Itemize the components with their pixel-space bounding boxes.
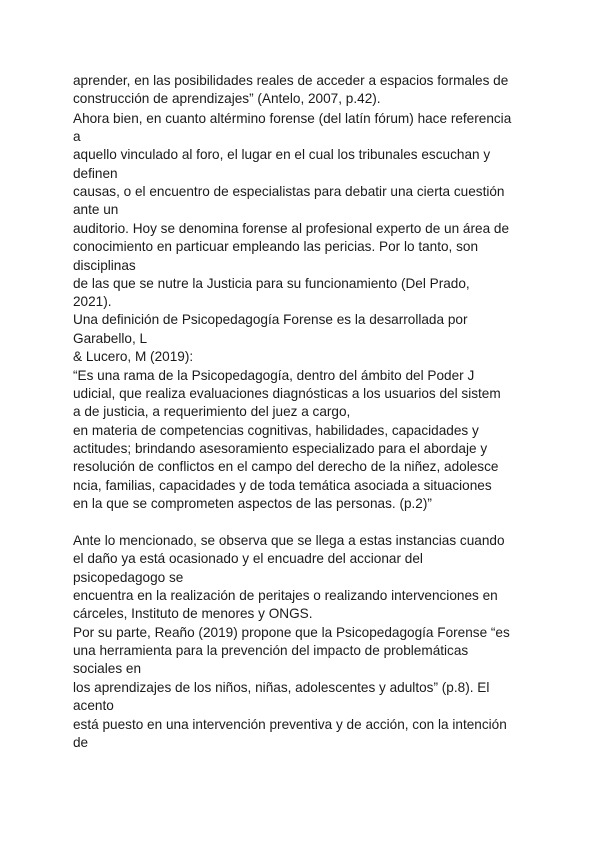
text-line: en materia de competencias cognitivas, habilidades, capacidades y [73,423,479,438]
text-line: ncia, familias, capacidades y de toda temática asociada a situaciones [73,478,492,493]
text-line: Garabello, L [73,331,148,346]
text-line: a [73,129,81,144]
text-line: una herramienta para la prevención del impacto de problemáticas [73,643,469,658]
text-line: aprender, en las posibilidades reales de acceder a espacios formales de [73,73,509,88]
text-line: de las que se nutre la Justicia para su funcionamiento (Del Prado, [73,276,470,291]
text-line: cárceles, Instituto de menores y ONGS. [73,606,313,621]
text-line: en la que se comprometen aspectos de las personas. (p.2)” [73,496,432,511]
text-line: acento [73,698,114,713]
text-line: de [73,735,89,750]
text-line: ante un [73,202,119,217]
text-line: 2021). [73,294,112,309]
text-line: Ante lo mencionado, se observa que se llega a estas instancias cuando [73,533,505,548]
text-line: definen [73,166,118,181]
text-line: resolución de conflictos en el campo del derecho de la niñez, adolesce [73,459,499,474]
text-line: psicopedagogo se [73,570,184,585]
text-line: auditorio. Hoy se denomina forense al profesional experto de un área de [73,221,510,236]
text-line: aquello vinculado al foro, el lugar en el cual los tribunales escuchan y [73,147,491,162]
text-line: los aprendizajes de los niños, niñas, adolescentes y adultos” (p.8). El [73,680,490,695]
text-line: “Es una rama de la Psicopedagogía, dentro del ámbito del Poder J [73,368,475,383]
text-line: construcción de aprendizajes” (Antelo, 2007, p.42). [73,91,381,106]
text-line: a de justicia, a requerimiento del juez a cargo, [73,404,351,419]
text-line: causas, o el encuentro de especialistas para debatir una cierta cuestión [73,184,505,199]
text-line: Por su parte, Reaño (2019) propone que la Psicopedagogía Forense “es [73,625,510,640]
text-line: está puesto en una intervención preventiva y de acción, con la intención [73,717,507,732]
text-line: encuentra en la realización de peritajes o realizando intervenciones en [73,588,498,603]
text-line: conocimiento en particuar empleando las pericias. Por lo tanto, son [73,239,479,254]
text-line: Ahora bien, en cuanto altérmino forense (del latín fórum) hace referencia [73,111,512,126]
text-line: el daño ya está ocasionado y el encuadre del accionar del [73,551,423,566]
text-line: actitudes; brindando asesoramiento especializado para el abordaje y [73,441,488,456]
text-line: sociales en [73,661,142,676]
text-line: disciplinas [73,258,136,273]
text-line: Una definición de Psicopedagogía Forense es la desarrollada por [73,312,468,327]
text-line: udicial, que realiza evaluaciones diagnósticas a los usuarios del sistem [73,386,501,401]
text-line: & Lucero, M (2019): [73,349,194,364]
